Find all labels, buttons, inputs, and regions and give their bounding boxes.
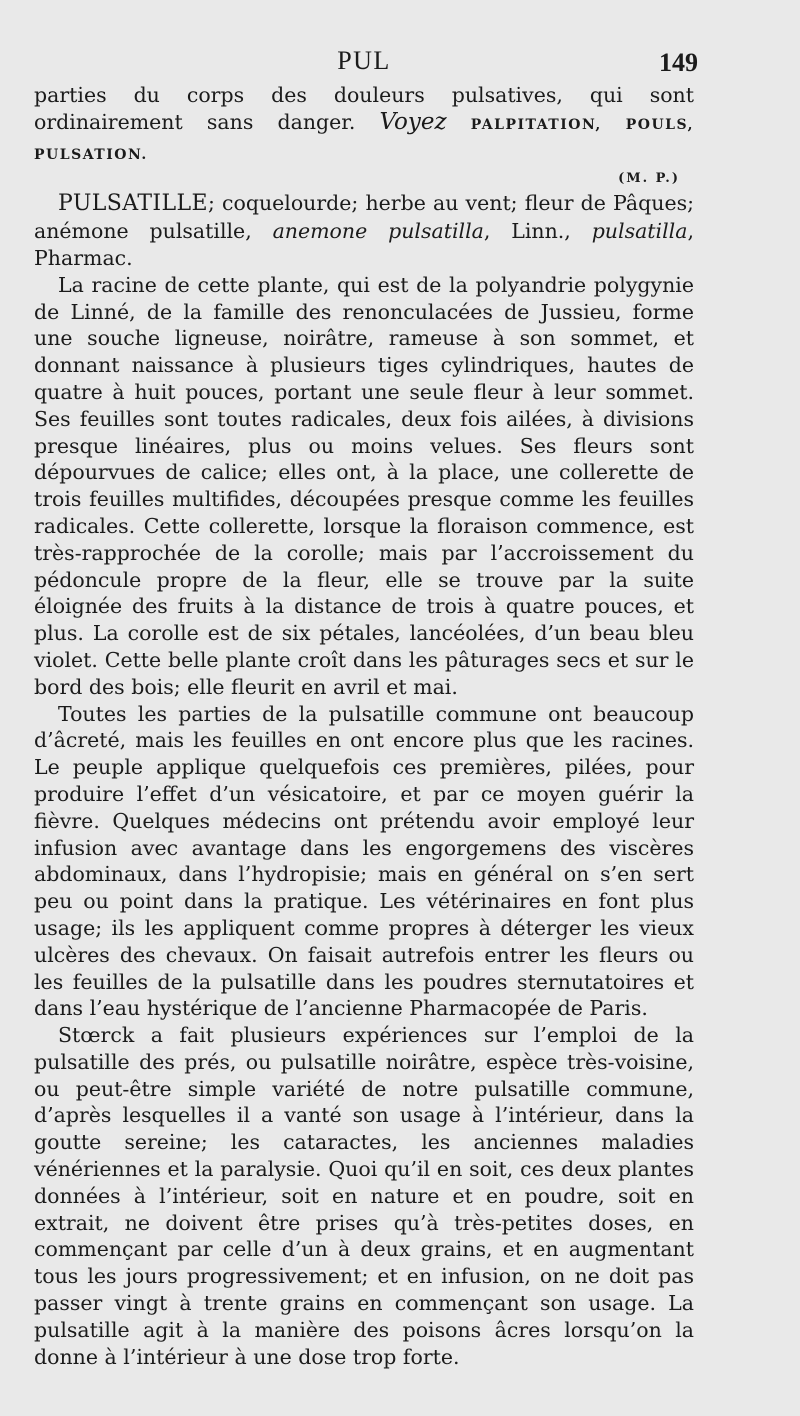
page-number: 149	[659, 48, 698, 77]
paragraph-usage: Stœrck a fait plusieurs expériences sur l’emploi de la pulsatille des prés, ou pulsatille noirâtre, espèce très-voisine, ou peut-être simple variété de notre pulsatille commune, d’après lesquelles il a vanté son usage à l’intérieur, dans la goutte sereine; les cataractes, les anciennes maladies vénériennes et la paralysie. Quoi qu’il en soit, ces deux plantes données à l’intérieur, soit en nature et en poudre, soit en extrait, ne doivent être prises qu’à très-petites doses, en commençant par celle d’un à deux grains, et en augmentant tous les jours progressivement; et en infusion, on ne doit pas passer vingt à trente grains en commençant son usage. La pulsatille agit à la manière des poisons âcres lorsqu’on la donne à l’intérieur à une dose trop forte.	[34, 1023, 694, 1369]
synonyms: ; coquelourde; herbe au vent; fleur de Pâques; anémone pulsatille,	[34, 191, 694, 244]
pulsatille-entry-head	[34, 190, 694, 271]
pharmacopoeia-name: pulsatilla	[591, 219, 688, 244]
running-title: PUL	[337, 46, 391, 75]
paragraph-properties: Toutes les parties de la pulsatille commune ont beaucoup d’âcreté, mais les feuilles en ont encore plus que les racines. Le peuple applique quelquefois ces premières, pilées, pour produire l’effet d’un vésicatoire, et par ce moyen guérir la fièvre. Quelques médecins ont prétendu avoir employé leur infusion avec avantage dans les engorgemens des viscères abdominaux, dans l’hydropisie; mais en général on s’en sert peu ou point dans la pratique. Les vétérinaires en font plus usage; ils les appliquent comme propres à déterger les vieux ulcères des chevaux. On faisait autrefois entrer les fleurs ou les feuilles de la pulsatille dans les poudres sternutatoires et dans l’eau hystérique de l’ancienne Pharmacopée de Paris.	[34, 701, 694, 1021]
running-head	[34, 46, 698, 82]
linnaeus-ref: , Linn.,	[483, 219, 592, 244]
author-signature: (M. P.)	[618, 171, 680, 187]
pulsation-tail-text: parties du corps des douleurs pulsatives, qui sont ordinairement sans danger.	[34, 83, 694, 134]
paragraph-description: La racine de cette plante, qui est de la polyandrie polygynie de Linné, de la famille des renonculacées de Jussieu, forme une souche ligneuse, noirâtre, rameuse à son sommet, et donnant naissance à plusieurs tiges cylindriques, hautes de quatre à huit pouces, portant une seule fleur à leur sommet. Ses feuilles sont toutes radicales, deux fois ailées, à divisions presque linéaires, plus ou moins velues. Ses fleurs sont dépourvues de calice; elles ont, à la place, une collerette de trois feuilles multifides, découpées presque comme les feuilles radicales. Cette collerette, lorsque la floraison commence, est très-rapprochée de la corolle; mais par l’accroissement du pédoncule propre de la fleur, elle se trouve par la suite éloignée des fruits à la distance de trois à quatre pouces, et plus. La corolle est de six pétales, lancéolées, d’un beau bleu violet. Cette belle plante croît dans les pâturages secs et sur le bord des bois; elle fleurit en avril et mai.	[34, 272, 694, 699]
text-block	[34, 46, 698, 1370]
headword: PULSATILLE	[58, 191, 208, 217]
pulsation-entry-tail	[34, 82, 694, 168]
see-also-label: Voyez	[379, 108, 447, 135]
cross-references: PALPITATION, POULS, PULSATION.	[34, 116, 694, 163]
pharmacopoeia-ref: , Pharmac.	[34, 219, 694, 270]
latin-name: anemone pulsatilla	[272, 219, 484, 244]
